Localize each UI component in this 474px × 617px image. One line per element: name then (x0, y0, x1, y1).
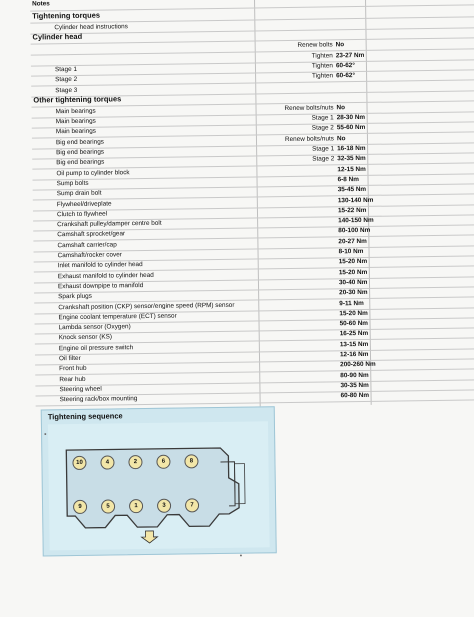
specified-value: 8-10 Nm (338, 247, 364, 256)
specified-value: 80-90 Nm (340, 371, 369, 379)
specified-value: 12-16 Nm (339, 350, 369, 359)
bolt-marker: 6 (156, 455, 170, 469)
item-sublabel (261, 382, 337, 383)
specified-value: 9-11 Nm (339, 299, 364, 307)
item-sublabel (261, 341, 337, 342)
item-label: Big end bearings (56, 148, 105, 157)
bolt-marker: 7 (185, 498, 199, 512)
cylinder-head-outline (48, 421, 270, 550)
bolt-marker: 5 (101, 499, 115, 513)
specified-value: 30-40 Nm (338, 278, 368, 287)
section-title: Cylinder head (32, 32, 83, 42)
item-sublabel: Stage 2 (311, 124, 334, 133)
item-sublabel (257, 83, 333, 84)
specified-value: 50-60 Nm (339, 319, 369, 328)
item-sublabel (259, 187, 335, 188)
specified-value: 20-27 Nm (338, 237, 367, 245)
bolt-marker: 4 (100, 455, 114, 469)
item-sublabel (261, 331, 337, 332)
section-title: Other tightening torques (33, 94, 122, 105)
specified-value: 130-140 Nm (337, 196, 374, 204)
item-sublabel: Tighten (311, 62, 333, 70)
item-label: Big end bearings (56, 158, 105, 167)
item-sublabel (260, 259, 336, 260)
item-label: Camshaft/rocker cover (57, 251, 122, 260)
item-sublabel (259, 228, 335, 229)
item-sublabel (261, 372, 337, 373)
item-label: Camshaft sprocket/gear (57, 230, 126, 239)
item-label: Stage 2 (55, 76, 78, 84)
mark: • (239, 552, 243, 560)
item-sublabel (260, 248, 336, 249)
item-sublabel: Renew bolts/nuts (284, 135, 335, 143)
item-sublabel: Renew bolts/nuts (284, 104, 334, 112)
specified-value: 16-25 Nm (339, 330, 369, 338)
specified-value: 140-150 Nm (338, 216, 374, 225)
item-sublabel: Tighten (311, 51, 333, 60)
specified-value: 60-62° (335, 61, 355, 70)
item-label: Crankshaft pulley/damper centre bolt (57, 219, 162, 229)
item-sublabel: Renew bolts (297, 41, 333, 50)
notes-header: Notes (32, 0, 50, 8)
item-label: Front hub (59, 365, 87, 373)
mark: • (44, 431, 47, 439)
sequence-title: Tightening sequence (47, 411, 123, 422)
item-sublabel (260, 279, 336, 280)
specified-value: 35-45 Nm (337, 186, 367, 194)
specified-value: 80-100 Nm (338, 227, 371, 235)
specified-value: 60-62° (336, 72, 356, 80)
specified-value: 15-20 Nm (339, 309, 368, 318)
specified-value: 23-27 Nm (335, 51, 365, 59)
specified-value: 12-15 Nm (337, 165, 366, 173)
item-label: Main bearings (55, 117, 96, 126)
item-label: Spark plugs (58, 292, 92, 301)
item-label: Big end bearings (55, 138, 105, 146)
item-label: Stage 1 (54, 65, 78, 74)
item-label: Main bearings (55, 107, 96, 116)
item-label: Engine coolant temperature (ECT) sensor (58, 312, 177, 322)
item-label: Engine oil pressure switch (58, 343, 134, 352)
specified-value: 32-35 Nm (337, 155, 366, 163)
item-sublabel: Stage 2 (312, 155, 335, 163)
bolt-marker: 8 (184, 454, 198, 468)
item-sublabel (261, 362, 337, 363)
item-label: Rear hub (59, 375, 86, 383)
specified-value: 16-18 Nm (337, 144, 366, 153)
specified-value: 13-15 Nm (339, 340, 369, 348)
item-label: Exhaust downpipe to manifold (57, 281, 144, 291)
item-sublabel (262, 393, 338, 394)
specified-value: No (336, 134, 346, 142)
engine-diagram (48, 421, 270, 550)
item-label: Steering rack/box mounting (59, 395, 138, 404)
item-sublabel (260, 300, 336, 301)
item-label: Crankshaft position (CKP) sensor/engine speed (RPM) sensor (58, 301, 235, 311)
item-label: Sump bolts (56, 179, 89, 188)
bolt-marker: 2 (128, 455, 142, 469)
item-label: Exhaust manifold to cylinder head (57, 271, 154, 280)
bolt-marker: 1 (129, 499, 143, 513)
item-sublabel (261, 320, 337, 321)
section-title: Tightening torques (32, 10, 101, 21)
item-label: Flywheel/driveplate (56, 199, 112, 208)
specified-value: 30-35 Nm (340, 381, 369, 390)
item-sublabel (260, 290, 336, 291)
item-sublabel (258, 166, 334, 167)
specified-value: No (335, 41, 345, 49)
item-sublabel (260, 269, 336, 270)
item-sublabel (259, 197, 335, 198)
bolt-marker: 3 (157, 499, 171, 513)
specified-value: No (336, 103, 346, 112)
specified-value: 55-60 Nm (336, 124, 366, 132)
item-sublabel (259, 176, 335, 177)
item-sublabel (260, 310, 336, 311)
specified-value: 28-30 Nm (336, 114, 366, 122)
item-label: Stage 3 (55, 86, 78, 94)
item-label: Knock sensor (KS) (58, 333, 113, 342)
item-label: Oil filter (58, 354, 81, 363)
specified-value: 6-8 Nm (337, 175, 359, 184)
specified-value: 20-30 Nm (339, 289, 368, 297)
item-sublabel (259, 238, 335, 239)
specified-value: 15-20 Nm (338, 268, 368, 276)
item-label: Cylinder head instructions (54, 23, 128, 32)
item-sublabel (256, 20, 332, 21)
item-label: Oil pump to cylinder block (56, 168, 130, 177)
item-label: Steering wheel (59, 385, 102, 394)
torque-table (30, 0, 474, 410)
specified-value: 60-80 Nm (340, 392, 370, 400)
item-sublabel: Stage 1 (312, 145, 335, 153)
item-label: Lambda sensor (Oxygen) (58, 323, 131, 332)
tightening-sequence-panel (41, 406, 277, 556)
item-sublabel (259, 217, 335, 218)
item-sublabel: Stage 1 (311, 114, 334, 122)
specified-value: 200-260 Nm (340, 361, 376, 369)
item-sublabel (259, 207, 335, 208)
item-label: Inlet manifold to cylinder head (57, 261, 143, 270)
item-label: Main bearings (55, 128, 97, 136)
item-sublabel: Tighten (311, 72, 334, 80)
bolt-marker: 9 (73, 500, 87, 514)
specified-value: 15-20 Nm (338, 258, 368, 266)
item-label: Camshaft carrier/cap (57, 241, 117, 249)
item-sublabel (261, 351, 337, 352)
item-label: Sump drain bolt (56, 189, 102, 198)
bolt-marker: 10 (72, 456, 86, 470)
item-label: Clutch to flywheel (56, 210, 108, 219)
specified-value: 15-22 Nm (337, 206, 367, 215)
